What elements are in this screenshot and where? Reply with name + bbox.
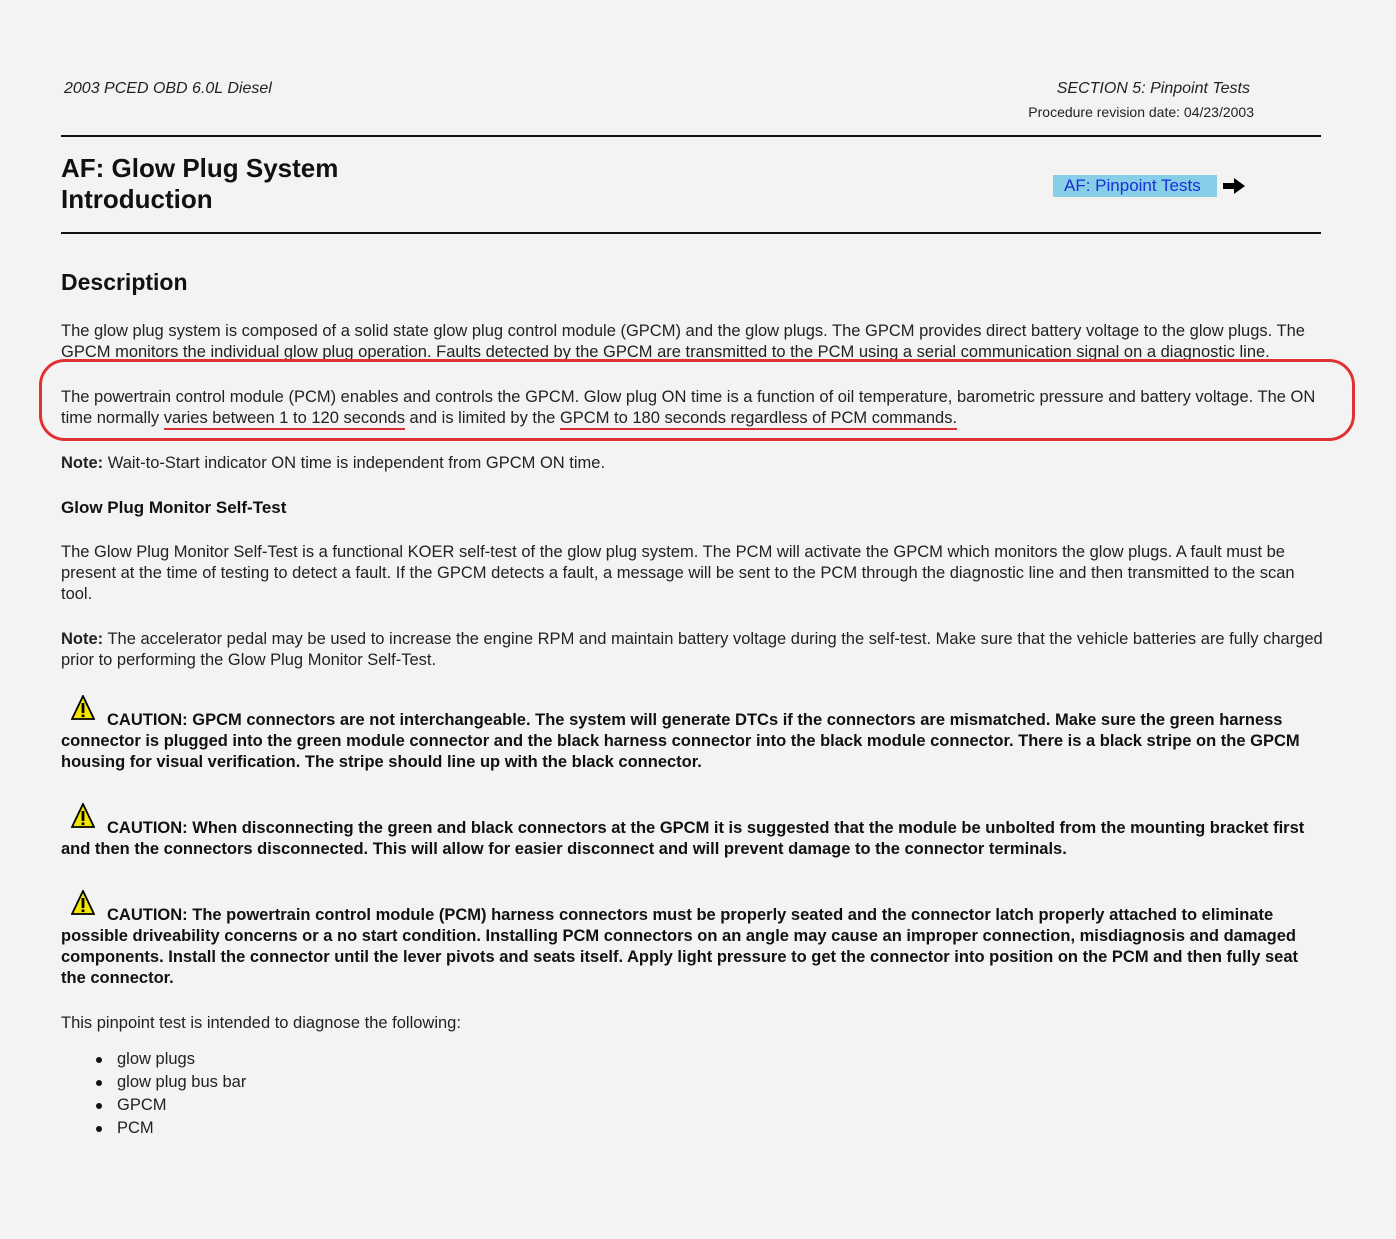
right-arrow-icon[interactable] — [1223, 178, 1245, 194]
note-label: Note: — [61, 630, 104, 648]
list-item — [117, 1071, 1323, 1094]
pcm-paragraph-text: The powertrain control module (PCM) enables and controls the GPCM. Glow plug ON time is a function of oil temperature, barometric pressure and battery voltage. The ON time normally — [61, 388, 1316, 427]
diagnose-list — [61, 1048, 1323, 1140]
section-label: SECTION 5: Pinpoint Tests — [1056, 80, 1250, 97]
caution-text: CAUTION: When disconnecting the green and black connectors at the GPCM it is suggested that the module be unbolted from the mounting bracket first and then the connectors disconnected. This will allow for easier disconnect and will prevent damage to the connector terminals. — [61, 819, 1305, 858]
caution-disconnecting — [61, 809, 1323, 860]
note-wait-to-start — [61, 453, 1323, 474]
underline-gpcm-limit: GPCM to 180 seconds regardless of PCM commands. — [560, 409, 957, 430]
warning-icon — [71, 890, 95, 916]
warning-icon — [71, 695, 95, 721]
bullet-icon — [96, 1103, 102, 1109]
diagnose-intro: This pinpoint test is intended to diagnose the following: — [61, 1014, 461, 1032]
document-title: 2003 PCED OBD 6.0L Diesel — [64, 80, 272, 97]
top-divider — [61, 135, 1321, 137]
list-item — [117, 1094, 1323, 1117]
description-paragraph-1: The glow plug system is composed of a solid state glow plug control module (GPCM) and the glow plugs. The GPCM provides direct battery voltage to the glow plugs. The GPCM monitors the individual glow plug operation. Faults detected by the GPCM are transmitted to the PCM using a serial communication signal on a diagnostic line. — [61, 322, 1305, 361]
list-item-text: GPCM — [117, 1096, 167, 1114]
note-text: Wait-to-Start indicator ON time is independent from GPCM ON time. — [103, 454, 606, 472]
bullet-icon — [96, 1057, 102, 1063]
caution-pcm-connectors — [61, 896, 1323, 989]
main-content — [61, 268, 1323, 1140]
list-item-text: glow plugs — [117, 1050, 195, 1068]
caution-connectors — [61, 701, 1323, 773]
bullet-icon — [96, 1126, 102, 1132]
note-accelerator — [61, 629, 1323, 671]
underline-on-time-range: varies between 1 to 120 seconds — [164, 409, 405, 430]
page-title — [61, 153, 338, 215]
self-test-paragraph: The Glow Plug Monitor Self-Test is a functional KOER self-test of the glow plug system. The PCM will activate the GPCM which monitors the glow plugs. A fault must be present at the time of testing to detect a fault. If the GPCM detects a fault, a message will be sent to the PCM through the diagnostic line and then transmitted to the scan tool. — [61, 543, 1295, 603]
list-item — [117, 1117, 1323, 1140]
list-item-text: PCM — [117, 1119, 154, 1137]
highlighted-paragraph — [61, 387, 1323, 429]
revision-date: Procedure revision date: 04/23/2003 — [1028, 104, 1254, 120]
warning-icon — [71, 803, 95, 829]
caution-text: CAUTION: The powertrain control module (PCM) harness connectors must be properly seated and the connector latch properly attached to eliminate possible driveability concerns or a no start condition. Installing PCM connectors on an angle may cause an improper connection, misdiagnosis and damaged components. Install the connector until the lever pivots and seats itself. Apply light pressure to get the connector into position on the PCM and then fully seat the connector. — [61, 906, 1299, 987]
pcm-paragraph-mid: and is limited by the — [404, 409, 560, 427]
pinpoint-tests-link[interactable] — [1053, 175, 1245, 197]
list-item — [117, 1048, 1323, 1071]
title-line-2: Introduction — [61, 184, 213, 214]
note-text: The accelerator pedal may be used to increase the engine RPM and maintain battery voltage during the self-test. Make sure that the vehicle batteries are fully charged prior to performing the Glow Plug Monitor Self-Test. — [61, 630, 1323, 669]
caution-text: CAUTION: GPCM connectors are not interchangeable. The system will generate DTCs if the connectors are mismatched. Make sure the green harness connector is plugged into the green module connector and the black harness connector into the black module connector. There is a black stripe on the GPCM housing for visual verification. The stripe should line up with the black connector. — [61, 711, 1300, 771]
note-label: Note: — [61, 454, 104, 472]
bottom-divider — [61, 232, 1321, 234]
title-line-1: AF: Glow Plug System — [61, 153, 339, 183]
pinpoint-tests-link-label[interactable]: AF: Pinpoint Tests — [1053, 175, 1217, 197]
bullet-icon — [96, 1080, 102, 1086]
self-test-heading: Glow Plug Monitor Self-Test — [61, 498, 287, 517]
description-heading: Description — [61, 269, 188, 295]
list-item-text: glow plug bus bar — [117, 1073, 247, 1091]
header-right — [1000, 80, 1254, 120]
